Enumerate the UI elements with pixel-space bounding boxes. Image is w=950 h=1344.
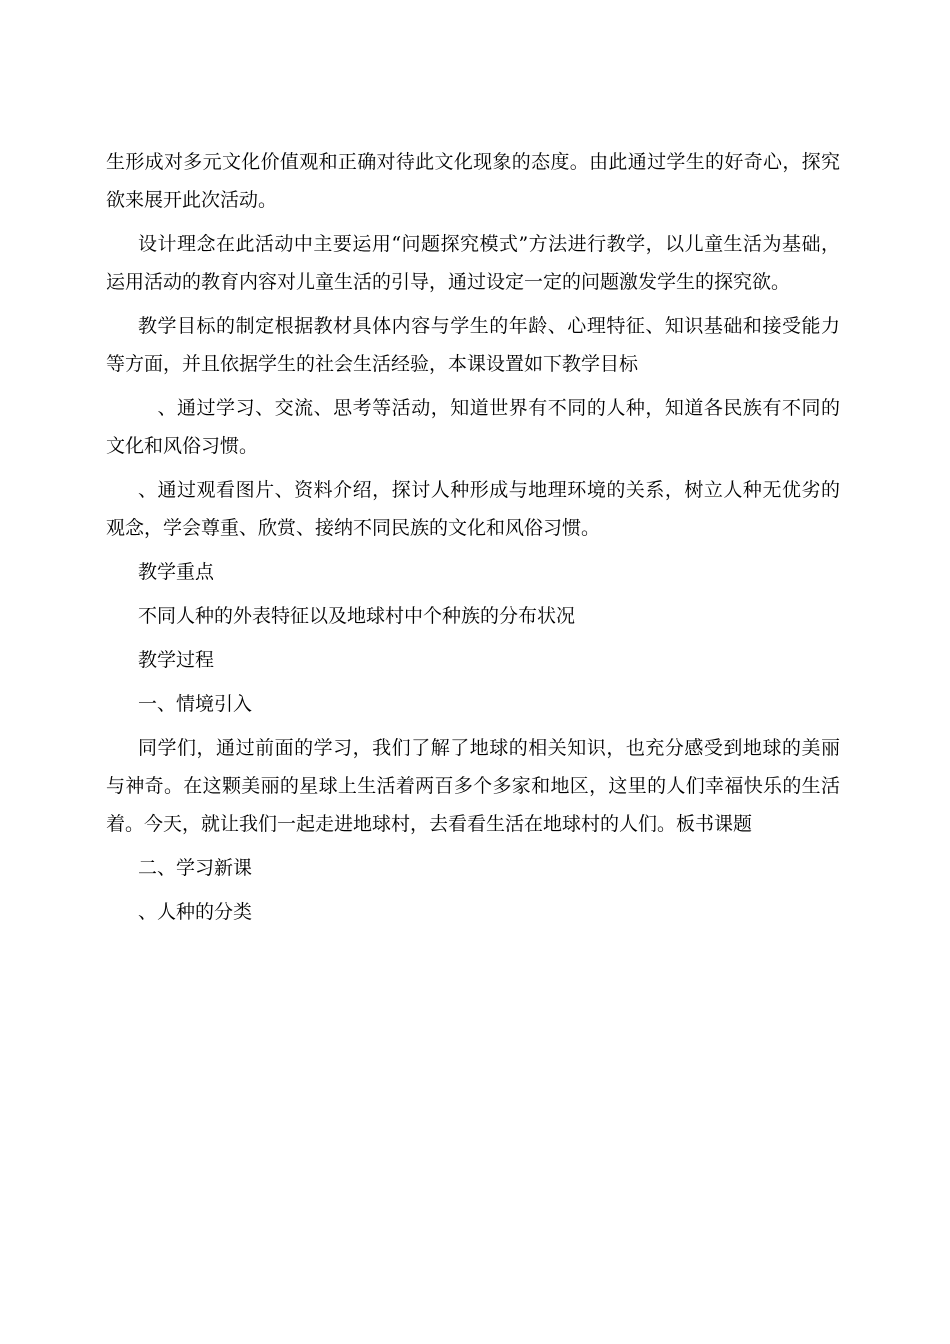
paragraph-teaching-goals: 教学目标的制定根据教材具体内容与学生的年龄、心理特征、知识基础和接受能力等方面，并且依据学生的社会生活经验，本课设置如下教学目标 (106, 315, 840, 375)
paragraph-intro-continuation: 生形成对多元文化价值观和正确对待此文化现象的态度。由此通过学生的好奇心，探究欲来展开此次活动。 (106, 151, 840, 211)
heading-new-lesson: 二、学习新课 (138, 857, 253, 879)
heading-situation-intro: 一、情境引入 (138, 693, 253, 715)
paragraph-teaching-focus-content: 不同人种的外表特征以及地球村中个种族的分布状况 (138, 605, 576, 627)
paragraph-design-concept: 设计理念在此活动中主要运用“问题探究模式”方法进行教学，以儿童生活为基础，运用活动的教育内容对儿童生活的引导，通过设定一定的问题激发学生的探究欲。 (106, 233, 840, 293)
heading-teaching-focus: 教学重点 (138, 561, 215, 583)
paragraph-goal-1: 、通过学习、交流、思考等活动，知道世界有不同的人种，知道各民族有不同的文化和风俗习惯。 (106, 397, 840, 457)
heading-race-classification: 、人种的分类 (138, 901, 253, 923)
document-body (106, 143, 840, 931)
heading-teaching-process: 教学过程 (138, 649, 215, 671)
paragraph-goal-2: 、通过观看图片、资料介绍，探讨人种形成与地理环境的关系，树立人种无优劣的观念，学会尊重、欣赏、接纳不同民族的文化和风俗习惯。 (106, 479, 840, 539)
paragraph-situation-intro-content: 同学们，通过前面的学习，我们了解了地球的相关知识，也充分感受到地球的美丽与神奇。在这颗美丽的星球上生活着两百多个多家和地区，这里的人们幸福快乐的生活着。今天，就让我们一起走进地球村，去看看生活在地球村的人们。板书课题 (106, 737, 840, 835)
